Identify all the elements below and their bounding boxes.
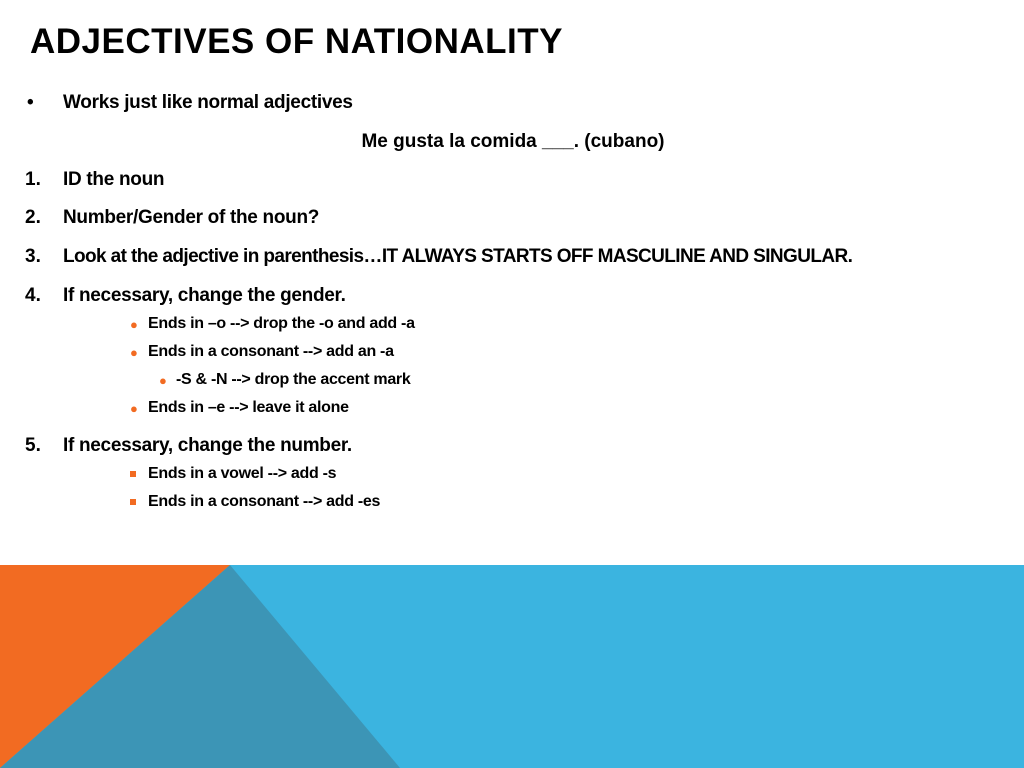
step-number: 1. — [25, 169, 41, 190]
gender-rule: Ends in a consonant --> add an -a — [148, 343, 394, 360]
example-sentence: Me gusta la comida ___. (cubano) — [361, 131, 665, 152]
step-text: If necessary, change the number. — [63, 435, 352, 456]
round-bullet-icon: ● — [130, 345, 138, 360]
step-number: 3. — [25, 246, 41, 267]
round-bullet-icon: ● — [130, 401, 138, 416]
number-rule: Ends in a vowel --> add -s — [148, 465, 337, 482]
step-text: If necessary, change the gender. — [63, 285, 346, 306]
slide-title: ADJECTIVES OF NATIONALITY — [30, 22, 563, 61]
step-text: Look at the adjective in parenthesis…IT ALWAYS STARTS OFF MASCULINE AND SINGULAR. — [63, 246, 853, 267]
gender-rule-nested: -S & -N --> drop the accent mark — [176, 371, 411, 388]
number-rule: Ends in a consonant --> add -es — [148, 493, 381, 510]
step-text: Number/Gender of the noun? — [63, 207, 320, 228]
round-bullet-icon: ● — [130, 317, 138, 332]
step-number: 4. — [25, 285, 41, 306]
gender-rule: Ends in –e --> leave it alone — [148, 399, 349, 416]
step-number: 5. — [25, 435, 41, 456]
step-text: ID the noun — [63, 169, 165, 190]
step-number: 2. — [25, 207, 41, 228]
gender-rule: Ends in –o --> drop the -o and add -a — [148, 315, 415, 332]
intro-text: Works just like normal adjectives — [63, 92, 353, 113]
round-bullet-icon: ● — [159, 373, 167, 388]
intro-bullet: • — [27, 92, 34, 113]
